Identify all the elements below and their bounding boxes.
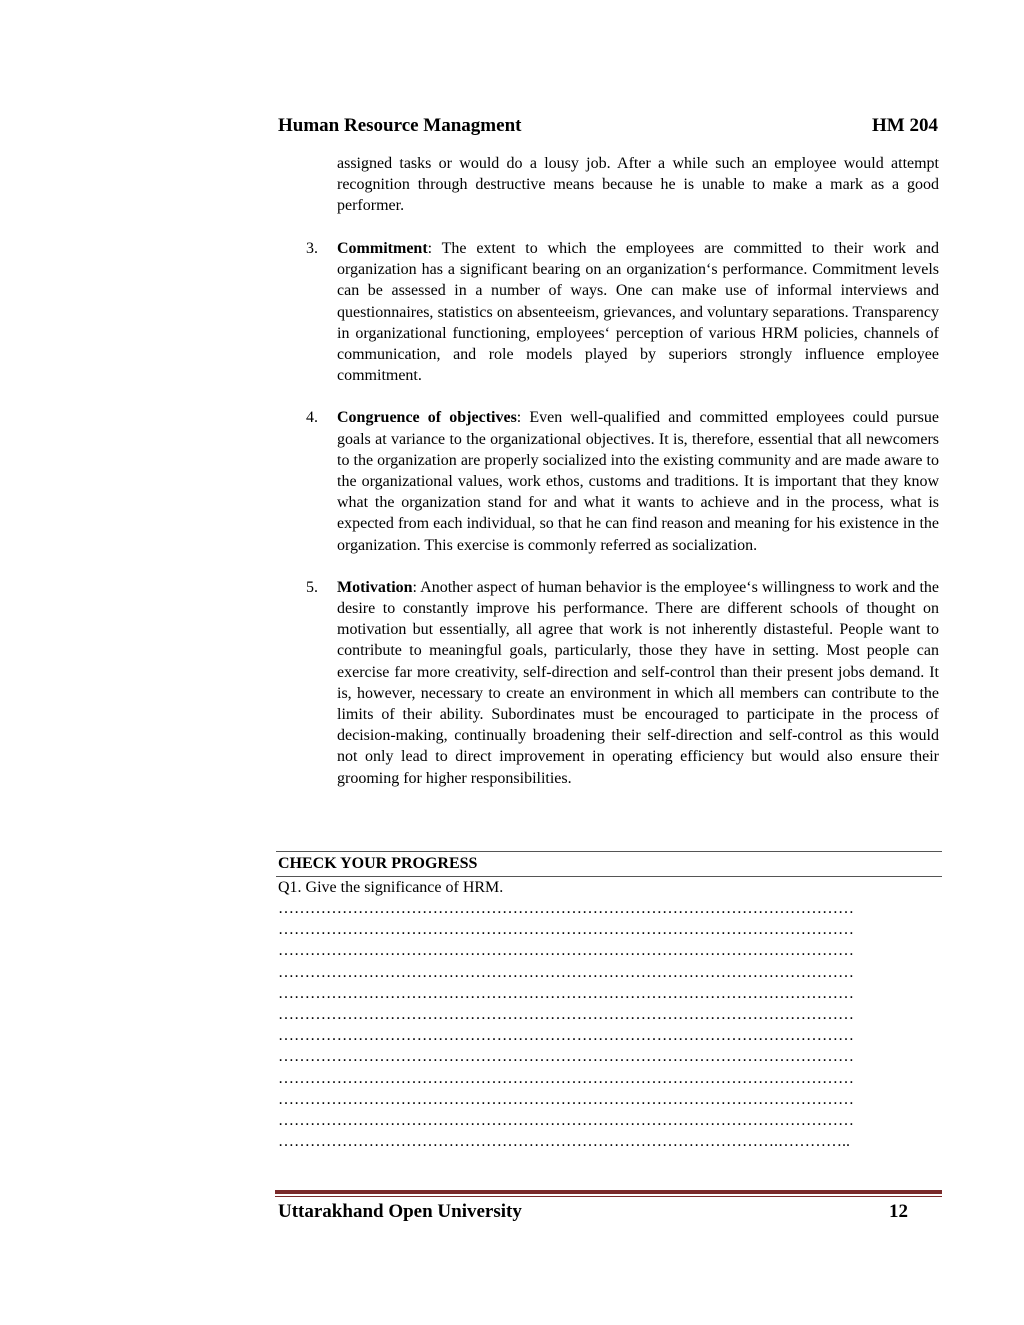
list-item: [306, 577, 939, 789]
item-term: Motivation: [337, 578, 413, 596]
answer-line: ………………………………………………………………………………………………: [278, 942, 854, 960]
continuation-paragraph: assigned tasks or would do a lousy job. After a while such an employee would attempt recognition through destructive means because he is unable to make a mark as a good performer.: [337, 155, 939, 215]
item-text: [337, 577, 939, 789]
check-your-progress: [276, 851, 942, 1152]
answer-line: ………………………………………………………………………………………………: [278, 1006, 854, 1024]
item-term: Commitment: [337, 240, 428, 257]
answer-line: ………………………………………………………………………………………………: [278, 900, 854, 917]
footer-university: Uttarakhand Open University: [278, 1201, 522, 1222]
header-title: Human Resource Managment: [278, 115, 522, 136]
item-text: [337, 407, 939, 555]
answer-line: ………………………………………………………………………………………………: [278, 921, 854, 939]
item-number: 4.: [306, 409, 318, 427]
page-number: 12: [889, 1201, 908, 1222]
numbered-list: [306, 238, 939, 810]
item-body: : Another aspect of human behavior is the employee‘s willingness to work and the desire to constantly improve his performance. There are different schools of thought on motivation but essentially, all agree that work is not inherently distasteful. People want to contribute to meaningful goals, particularly, those they have in setting. Most people can exercise far more creativity, self-direction and self-control than their present jobs demand. It is, however, necessary to create an environment in which all members can contribute to the limits of their ability. Subordinates must be encouraged to participate in the process of decision-making, continually broadening their self-direction and self-control as this would not only lead to direct improvement in operating efficiency but would also ensure their grooming for higher responsibilities.: [337, 578, 939, 787]
course-code: HM 204: [872, 115, 938, 136]
item-number: 5.: [306, 578, 318, 596]
item-body: : The extent to which the employees are committed to their work and organization has a significant bearing on an organization‘s performance. Commitment levels can be assessed in a number of ways. One can make use of informal interviews and questionnaires, statistics on absenteeism, grievances, and voluntary separations. Transparency in organizational functioning, employees‘ perception of various HRM policies, channels of communication, and role models played by superiors strongly influence employee commitment.: [337, 240, 939, 385]
answer-line: ………………………………………………………………………………………………: [278, 1112, 854, 1130]
answer-line: ………………………………………………………………………………………………: [278, 1069, 854, 1087]
footer-divider: [275, 1190, 942, 1197]
item-text: [337, 238, 939, 386]
progress-question: Q1. Give the significance of HRM.: [278, 879, 504, 896]
answer-line: ………………………………………………………………………………………………: [278, 1027, 854, 1045]
answer-line: ………………………………………………………………………………….…………..: [278, 1133, 850, 1151]
page-header: [278, 113, 938, 139]
item-body: : Even well-qualified and committed employees could pursue goals at variance to the organizational objectives. It is, therefore, essential that all newcomers to the organization are properly socialized into the existing community and are made aware to the organizational values, work ethos, customs and traditions. It is important that they know what the organization stand for and what it wants to achieve and in the process, what is expected from each individual, so that he can find reason and meaning for his existence in the organization. This exercise is commonly referred as socialization.: [337, 409, 939, 554]
answer-line: ………………………………………………………………………………………………: [278, 984, 854, 1002]
list-item: [306, 407, 939, 555]
answer-lines: [276, 898, 942, 1152]
list-item: [306, 238, 939, 386]
page-footer: [278, 1199, 908, 1225]
answer-line: ………………………………………………………………………………………………: [278, 1090, 854, 1108]
answer-line: ………………………………………………………………………………………………: [278, 1048, 854, 1066]
answer-line: ………………………………………………………………………………………………: [278, 963, 854, 981]
item-term: Congruence of objectives: [337, 409, 517, 427]
item-number: 3.: [306, 240, 318, 257]
progress-title: CHECK YOUR PROGRESS: [276, 851, 942, 877]
